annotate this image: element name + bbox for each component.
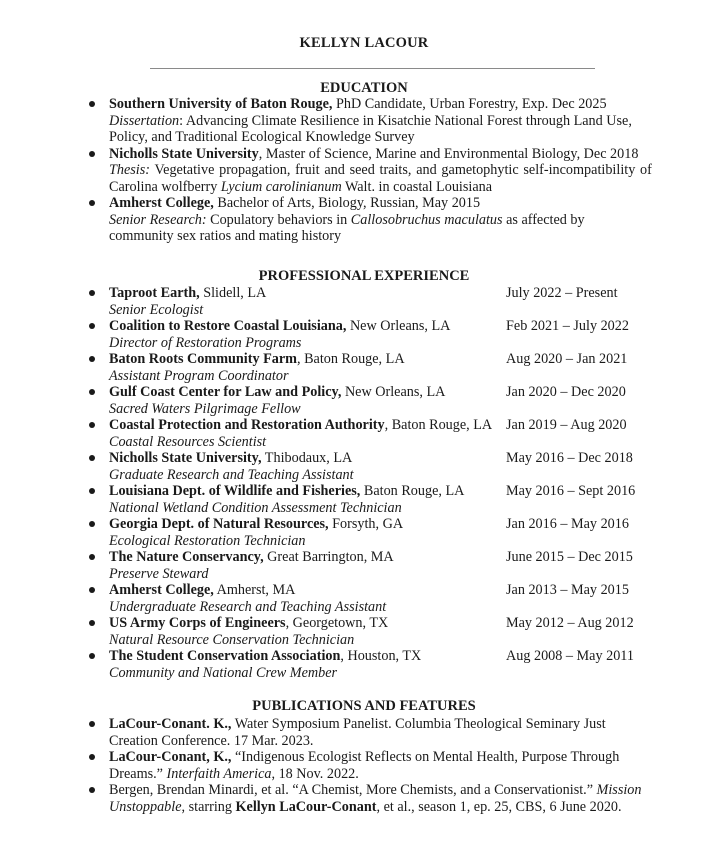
education-list [0, 96, 728, 245]
experience-item [0, 384, 728, 417]
publication-item: Bergen, Brendan Minardi, et al. “A Chemist, More Chemists, and a Conservationist.” Mission Unstoppable, starring Kellyn LaCour-Conant, et al., season 1, ep. 25, CBS, 6 June 2020. [0, 782, 728, 815]
bullet-icon [89, 356, 95, 362]
date-range: June 2015 – Dec 2015 [506, 549, 633, 565]
experience-item [0, 417, 728, 450]
publications-list [0, 716, 728, 815]
experience-item [0, 549, 728, 582]
species-name: Callosobruchus maculatus [350, 211, 503, 228]
organization: US Army Corps of Engineers [109, 615, 286, 631]
show-title-cont: Unstoppable [109, 798, 182, 815]
role: National Wetland Condition Assessment Technician [109, 499, 402, 516]
bullet-icon [89, 521, 95, 527]
experience-heading: PROFESSIONAL EXPERIENCE [258, 268, 470, 284]
label: Thesis: [109, 162, 150, 178]
date-range: May 2012 – Aug 2012 [506, 615, 634, 631]
organization: Nicholls State University, [109, 450, 262, 466]
bullet-icon [89, 754, 95, 760]
degree-detail: PhD Candidate, Urban Forestry, Exp. Dec 2025 [332, 96, 607, 112]
role: Preserve Steward [109, 565, 209, 582]
bullet-icon [89, 101, 95, 107]
date-range: Aug 2020 – Jan 2021 [506, 351, 628, 367]
featured-name: Kellyn LaCour-Conant [235, 798, 377, 815]
school-name: Nicholls State University [109, 145, 259, 162]
school-name: Amherst College, [109, 195, 214, 211]
location: New Orleans, LA [341, 384, 446, 400]
thesis-title: Vegetative propagation, fruit and seed traits, and gametophytic self-incompatibility of [150, 162, 652, 178]
role: Ecological Restoration Technician [109, 532, 306, 549]
school-name: Southern University of Baton Rouge, [109, 96, 333, 112]
location: Slidell, LA [199, 285, 267, 301]
date-range: Aug 2008 – May 2011 [506, 648, 634, 664]
organization: Louisiana Dept. of Wildlife and Fisheries, [109, 483, 361, 499]
location: Thibodaux, LA [261, 450, 353, 466]
location: , Baton Rouge, LA [296, 351, 405, 367]
experience-item [0, 483, 728, 516]
location: Amherst, MA [213, 582, 296, 598]
role: Graduate Research and Teaching Assistant [109, 466, 354, 483]
role: Sacred Waters Pilgrimage Fellow [109, 400, 301, 417]
author: LaCour-Conant. K., [109, 716, 232, 732]
experience-item [0, 285, 728, 318]
bullet-icon [89, 488, 95, 494]
species-name: Lycium carolinianum [220, 178, 342, 195]
organization: Gulf Coast Center for Law and Policy, [109, 384, 342, 400]
degree-detail: Bachelor of Arts, Biology, Russian, May 2015 [213, 195, 481, 211]
candidate-name: KELLYN LACOUR [299, 35, 429, 51]
organization: The Nature Conservancy, [109, 549, 264, 565]
organization: Coastal Protection and Restoration Authority [109, 417, 385, 433]
bullet-icon [89, 787, 95, 793]
location: , Houston, TX [340, 648, 422, 664]
organization: Taproot Earth, [109, 285, 200, 301]
experience-item [0, 582, 728, 615]
author: LaCour-Conant, K., [109, 749, 232, 765]
experience-item [0, 648, 728, 681]
education-item: Southern University of Baton Rouge, PhD Candidate, Urban Forestry, Exp. Dec 2025 Dissertation: Advancing Climate Resilience in Kisatchie National Forest through Land Use, Policy, and Traditional Ecological Knowledge Survey [0, 96, 728, 146]
date-range: Feb 2021 – July 2022 [506, 318, 629, 334]
education-item: Amherst College, Bachelor of Arts, Biology, Russian, May 2015 Senior Research: Copulatory behaviors in Callosobruchus maculatus as affected by community sex ratios and mating history [0, 195, 728, 245]
role: Director of Restoration Programs [109, 334, 302, 351]
label: Senior Research: [109, 211, 207, 228]
experience-item [0, 351, 728, 384]
show-title: Mission [596, 782, 642, 798]
publication-item: LaCour-Conant. K., Water Symposium Panelist. Columbia Theological Seminary Just Creation Conference. 17 Mar. 2023. [0, 716, 728, 749]
date-range: Jan 2020 – Dec 2020 [506, 384, 626, 400]
date-range: May 2016 – Sept 2016 [506, 483, 636, 499]
date-range: Jan 2013 – May 2015 [506, 582, 629, 598]
dissertation-title-cont: Policy, and Traditional Ecological Knowledge Survey [109, 129, 415, 145]
bullet-icon [89, 554, 95, 560]
organization: Baton Roots Community Farm [109, 351, 297, 367]
publication-venue: Interfaith America [166, 765, 272, 782]
experience-item [0, 318, 728, 351]
bullet-icon [89, 455, 95, 461]
location: , Georgetown, TX [285, 615, 389, 631]
dissertation-title: Advancing Climate Resilience in Kisatchie National Forest through Land Use, [185, 112, 632, 129]
bullet-icon [89, 389, 95, 395]
date-range: Jan 2016 – May 2016 [506, 516, 629, 532]
publication-item: LaCour-Conant, K., “Indigenous Ecologist Reflects on Mental Health, Purpose Through Dreams.” Interfaith America, 18 Nov. 2022. [0, 749, 728, 782]
location: New Orleans, LA [346, 318, 451, 334]
bullet-icon [89, 323, 95, 329]
location: , Baton Rouge, LA [384, 417, 493, 433]
organization: Amherst College, [109, 582, 214, 598]
label: Dissertation [109, 112, 180, 129]
role: Coastal Resources Scientist [109, 433, 267, 450]
header-divider [150, 68, 595, 69]
role: Undergraduate Research and Teaching Assistant [109, 598, 387, 615]
degree-detail: , Master of Science, Marine and Environmental Biology, Dec 2018 [258, 145, 639, 162]
bullet-icon [89, 587, 95, 593]
bullet-icon [89, 721, 95, 727]
location: Baton Rouge, LA [360, 483, 465, 499]
experience-item [0, 516, 728, 549]
experience-item [0, 450, 728, 483]
organization: Georgia Dept. of Natural Resources, [109, 516, 329, 532]
bullet-icon [89, 422, 95, 428]
experience-item [0, 615, 728, 648]
location: Great Barrington, MA [263, 549, 394, 565]
date-range: May 2016 – Dec 2018 [506, 450, 633, 466]
education-heading: EDUCATION [320, 80, 408, 96]
role: Assistant Program Coordinator [109, 367, 289, 384]
role: Natural Resource Conservation Technician [109, 631, 355, 648]
bullet-icon [89, 290, 95, 296]
bullet-icon [89, 620, 95, 626]
location: Forsyth, GA [328, 516, 404, 532]
bullet-icon [89, 200, 95, 206]
date-range: Jan 2019 – Aug 2020 [506, 417, 627, 433]
organization: Coalition to Restore Coastal Louisiana, [109, 318, 347, 334]
role: Senior Ecologist [109, 301, 204, 318]
date-range: July 2022 – Present [506, 285, 618, 301]
education-item: Nicholls State University, Master of Science, Marine and Environmental Biology, Dec 2018 Thesis: Vegetative propagation, fruit and seed traits, and gametophytic self-incompatibility of Carolina wolfberry Lycium carolinianum Walt. in coastal Louisiana [0, 146, 728, 196]
bullet-icon [89, 653, 95, 659]
role: Community and National Crew Member [109, 664, 338, 681]
publications-heading: PUBLICATIONS AND FEATURES [252, 698, 476, 714]
experience-list [0, 285, 728, 681]
organization: The Student Conservation Association [109, 648, 341, 664]
bullet-icon [89, 151, 95, 157]
